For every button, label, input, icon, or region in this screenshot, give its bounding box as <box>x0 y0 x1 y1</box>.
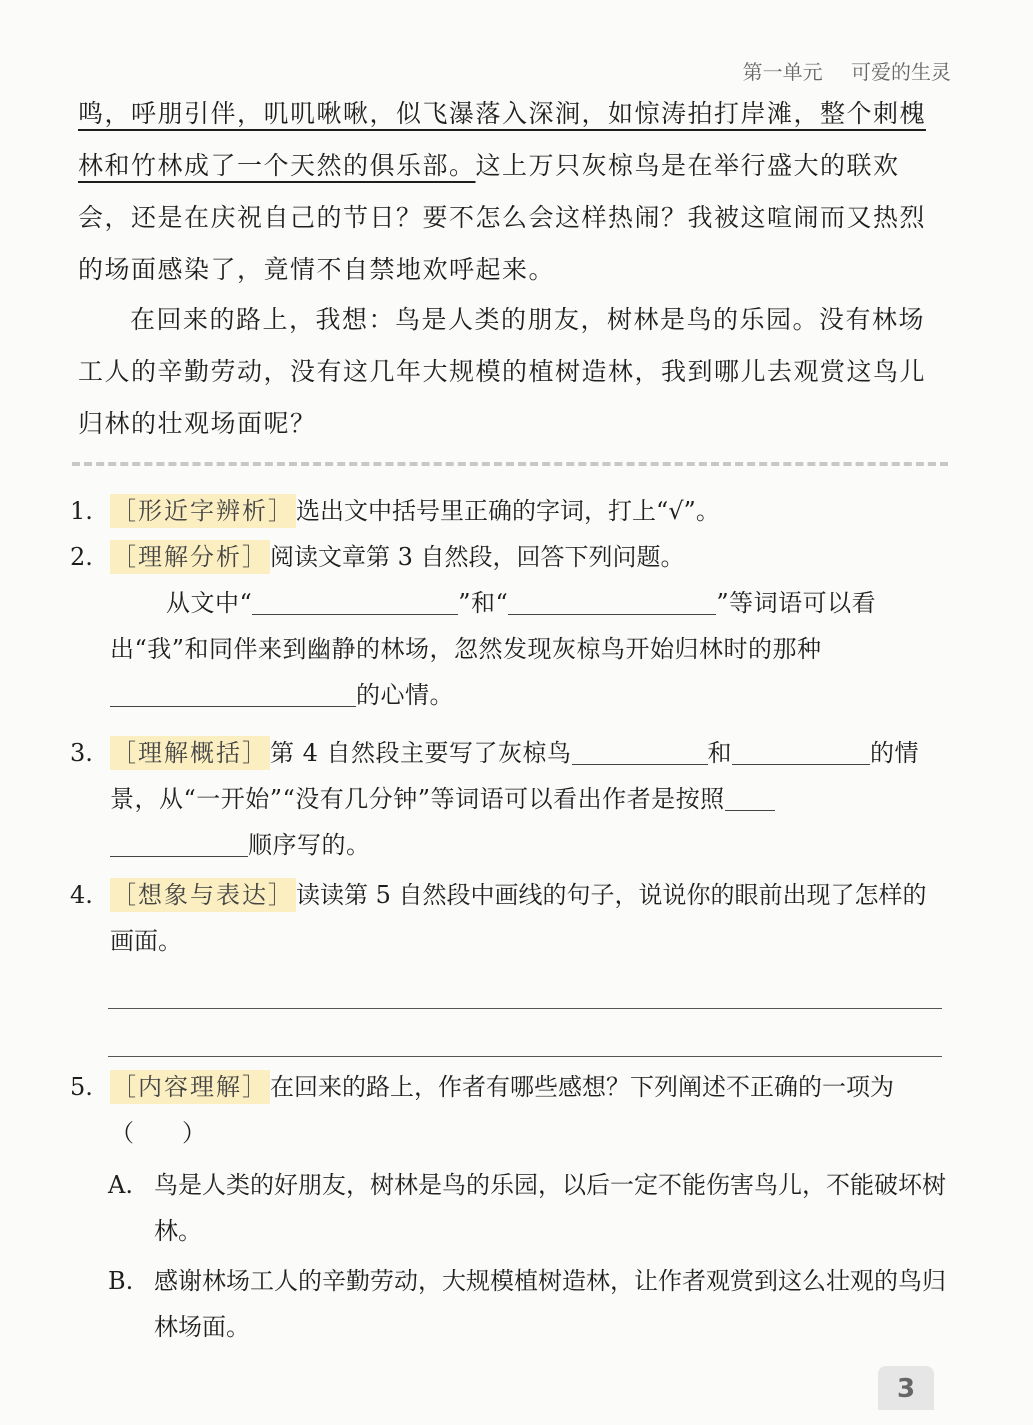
question-text: 在回来的路上，作者有哪些感想？下列阐述不正确的一项为（ ） <box>110 1073 894 1147</box>
unit-title: 可爱的生灵 <box>851 60 951 84</box>
unit-label: 第一单元 <box>742 60 823 84</box>
fill-text: ”等词语可以看出“我”和同伴来到幽静的林场，忽然发现灰椋鸟开始归林时的那种 <box>110 589 877 663</box>
answer-blank[interactable] <box>725 782 775 811</box>
question-text: 阅读文章第 3 自然段，回答下列问题。 <box>270 543 685 571</box>
answer-blank[interactable] <box>252 586 458 615</box>
question-number: 1. <box>70 497 93 525</box>
fill-text: 从文中“ <box>166 589 253 617</box>
question-number: 3. <box>70 739 93 767</box>
page-header <box>743 56 951 85</box>
question-tag: ［想象与表达］ <box>110 878 296 912</box>
underlined-sentence: 鸣，呼朋引伴，叽叽啾啾，似飞瀑落入深涧，如惊涛拍打岸滩，整个刺槐林和竹林成了一个天然的俱乐部。 <box>78 99 927 180</box>
fill-text: ”和“ <box>458 589 509 617</box>
section-divider <box>72 462 948 466</box>
answer-blank[interactable] <box>572 736 708 765</box>
question-tag: ［理解分析］ <box>110 540 270 574</box>
answer-line[interactable] <box>108 1008 942 1009</box>
question-number: 5. <box>70 1073 93 1101</box>
answer-blank[interactable] <box>110 828 248 857</box>
option-text: 鸟是人类的好朋友，树林是鸟的乐园，以后一定不能伤害鸟儿，不能破坏树林。 <box>154 1171 946 1245</box>
answer-blank[interactable] <box>508 586 716 615</box>
option-b[interactable] <box>108 1258 948 1350</box>
paragraph-text: 这上万只灰椋鸟是在举行盛大的联欢会，还是在庆祝自己的节日？要不怎么会这样热闹？我被这喧闹而又热烈的场面感染了，竟情不自禁地欢呼起来。 <box>78 151 927 284</box>
option-letter: A. <box>108 1171 133 1199</box>
question-5 <box>70 1064 950 1156</box>
fill-text: 的心情。 <box>356 681 454 709</box>
option-a[interactable] <box>108 1162 948 1254</box>
answer-blank[interactable] <box>110 678 356 707</box>
question-tag: ［形近字辨析］ <box>110 494 296 528</box>
answer-line[interactable] <box>108 1056 942 1057</box>
question-3 <box>70 730 950 868</box>
question-4 <box>70 872 950 964</box>
question-2-subtext <box>110 580 950 718</box>
fill-text: 的情景，从“一开始”“没有几分钟”等词语可以看出作者是按照 <box>110 739 920 813</box>
passage-paragraph-1 <box>78 88 950 296</box>
question-tag: ［理解概括］ <box>110 736 270 770</box>
question-tag: ［内容理解］ <box>110 1070 270 1104</box>
question-text: 选出文中括号里正确的字词，打上“√”。 <box>296 497 720 525</box>
fill-text: 顺序写的。 <box>248 831 371 859</box>
fill-text: 第 4 自然段主要写了灰椋鸟 <box>270 739 572 767</box>
question-2 <box>70 534 950 718</box>
fill-text: 和 <box>707 739 733 767</box>
option-text: 感谢林场工人的辛勤劳动，大规模植树造林，让作者观赏到这么壮观的鸟归林场面。 <box>154 1267 946 1341</box>
question-number: 2. <box>70 543 93 571</box>
passage-paragraph-2: 在回来的路上，我想：鸟是人类的朋友，树林是鸟的乐园。没有林场工人的辛勤劳动，没有这几年大规模的植树造林，我到哪儿去观赏这鸟儿归林的壮观场面呢？ <box>78 305 927 438</box>
page-number: 3 <box>878 1366 934 1410</box>
option-letter: B. <box>108 1267 134 1295</box>
question-number: 4. <box>70 881 93 909</box>
answer-blank[interactable] <box>732 736 870 765</box>
question-text: 读读第 5 自然段中画线的句子，说说你的眼前出现了怎样的画面。 <box>110 881 927 955</box>
question-1 <box>70 488 950 534</box>
